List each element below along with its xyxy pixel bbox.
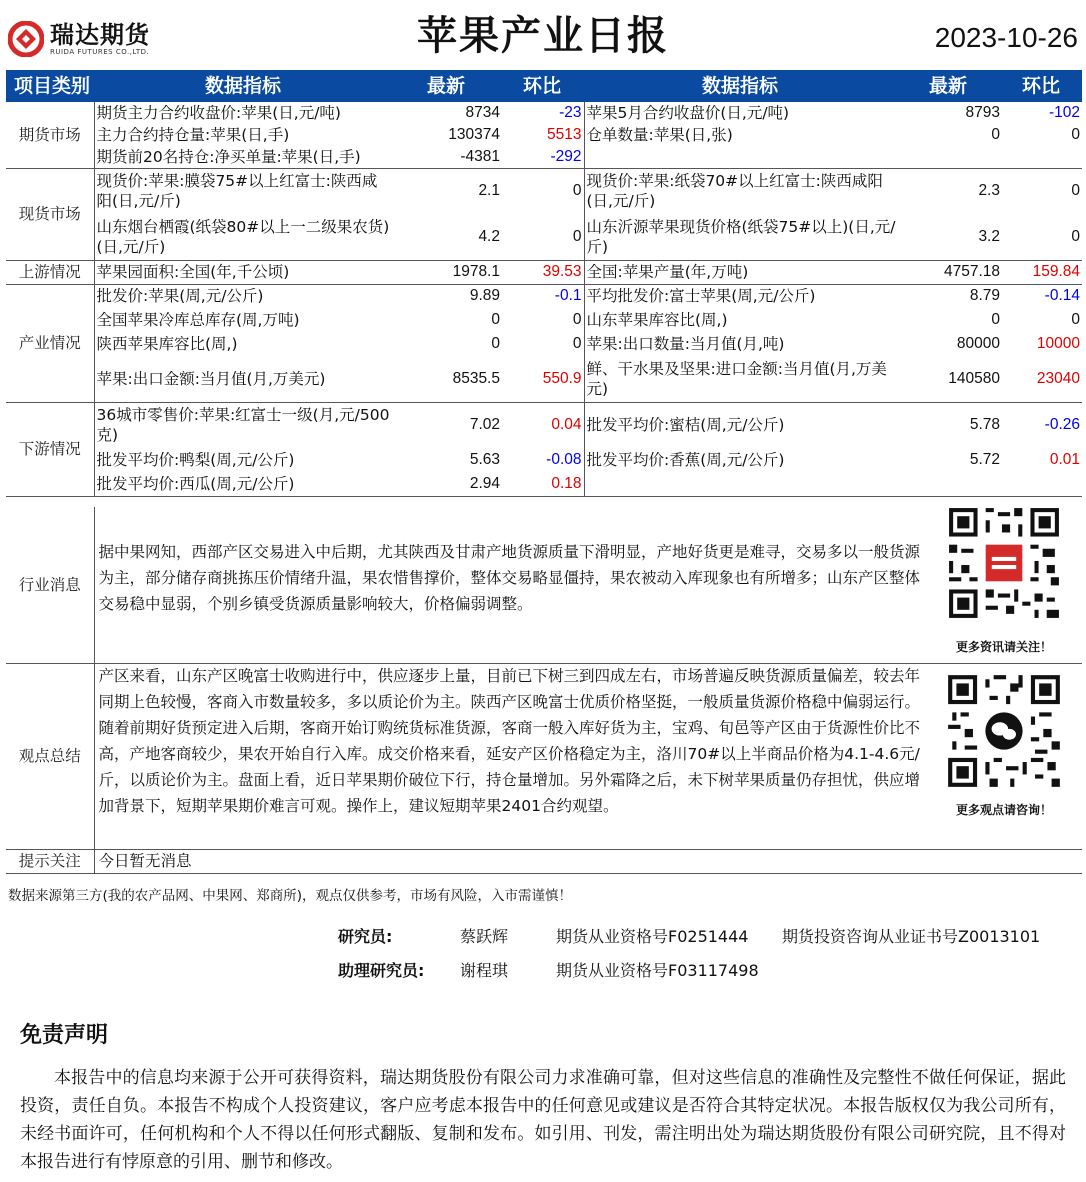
researcher-cert2: 期货投资咨询从业证书号Z0013101 [782, 927, 1041, 946]
latest-left-cell: 2.1 [478, 182, 500, 200]
indicator-left-cell: 苹果园面积:全国(年,千公顷) [94, 260, 392, 284]
latest-right-cell: 2.3 [978, 182, 1000, 200]
latest-right-cell [896, 146, 1002, 168]
page-title: 苹果产业日报 [417, 13, 669, 59]
change-right-cell: 23040 [1002, 356, 1082, 402]
indicator-right-cell: 山东苹果库容比(周,) [586, 311, 728, 329]
summary-table [6, 663, 1082, 874]
table-row [6, 124, 1082, 146]
researcher-name: 蔡跃辉 [460, 927, 509, 946]
table-row [6, 356, 1082, 402]
summary-qr-block [926, 663, 1082, 849]
header-change-right: 环比 [1002, 70, 1082, 102]
header-indicator-left: 数据指标 [94, 70, 392, 102]
category-cell: 上游情况 [6, 260, 94, 284]
header-latest-right: 最新 [896, 70, 1002, 102]
latest-right-cell: 4757.18 [896, 260, 1002, 284]
category-cell: 期货市场 [6, 102, 94, 168]
latest-right-cell: 80000 [956, 335, 1000, 352]
indicator-right-cell: 批发平均价:蜜桔(周,元/公斤) [586, 416, 785, 435]
disclaimer-text: 本报告中的信息均来源于公开可获得资料，瑞达期货股份有限公司力求准确可靠，但对这些信息的准确性及完整性不做任何保证，据此投资，责任自负。本报告不构成个人投资建议，客户应考虑本报告中的任何意见或建议是否符合其特定状况。本报告版权仅为我公司所有，未经书面许可，任何机构和个人不得以任何形式翻版、复制和发布。如引用、刊发，需注明出处为瑞达期货股份有限公司研究院，且不得对本报告进行有悖原意的引用、删节和修改。 [20, 1068, 1066, 1172]
latest-left-cell: 7.02 [469, 416, 500, 434]
indicator-left-cell: 主力合约持仓量:苹果(日,手) [96, 126, 290, 144]
indicator-right-cell: 苹果5月合约收盘价(日,元/吨) [586, 104, 790, 122]
notice-text: 今日暂无消息 [98, 852, 192, 870]
logo-cn-text: 瑞达期货 [50, 20, 150, 49]
indicator-right-cell: 山东沂源苹果现货价格(纸袋75#以上)(日,元/斤) [584, 214, 896, 260]
change-left-cell: -292 [502, 146, 584, 168]
researcher-label: 研究员: [338, 927, 393, 946]
data-source-note: 数据来源第三方(我的农产品网、中果网、郑商所)，观点仅供参考，市场有风险，入市需谨慎！ [8, 888, 573, 904]
indicator-left-cell: 期货主力合约收盘价:苹果(日,元/吨) [96, 104, 341, 122]
latest-right-cell: 5.78 [969, 416, 1000, 434]
indicator-right-cell: 仓单数量:苹果(日,张) [586, 126, 733, 144]
latest-right-cell: 3.2 [896, 214, 1002, 260]
researcher-cert: 期货从业资格号F0251444 [556, 927, 749, 946]
latest-left-cell: -4381 [392, 146, 502, 168]
indicator-left-cell: 批发平均价:西瓜(周,元/公斤) [94, 472, 392, 496]
change-right-cell: -0.14 [1044, 287, 1080, 305]
indicator-left-cell: 期货前20名持仓:净买单量:苹果(日,手) [94, 146, 392, 168]
change-right-cell: -0.26 [1044, 416, 1080, 434]
change-right-cell: 0 [1071, 311, 1080, 328]
table-header-row [6, 70, 1082, 102]
change-left-cell: 39.53 [502, 260, 584, 284]
indicator-right-cell: 全国:苹果产量(年,万吨) [584, 260, 896, 284]
latest-left-cell: 2.94 [392, 472, 502, 496]
header-category: 项目类别 [6, 70, 94, 102]
change-left-cell: 550.9 [502, 356, 584, 402]
latest-left-cell: 130374 [448, 126, 500, 143]
change-left-cell: 0.04 [502, 402, 584, 448]
latest-right-cell: 8793 [965, 104, 1000, 121]
latest-left-cell: 9.89 [469, 287, 500, 305]
latest-left-cell: 5.63 [469, 451, 500, 468]
indicator-left-cell: 苹果:出口金额:当月值(月,万美元) [94, 356, 392, 402]
latest-left-cell: 0 [491, 335, 500, 352]
summary-category: 观点总结 [6, 663, 94, 849]
category-cell: 产业情况 [6, 284, 94, 402]
data-table [6, 70, 1082, 497]
change-right-cell [1002, 146, 1082, 168]
table-row [6, 308, 1082, 332]
report-header [0, 0, 1086, 66]
table-row [6, 332, 1082, 356]
latest-right-cell: 5.72 [969, 451, 1000, 468]
change-right-cell: 0 [1071, 126, 1080, 143]
change-right-cell: 0.01 [1049, 451, 1080, 468]
indicator-right-cell: 平均批发价:富士苹果(周,元/公斤) [586, 287, 816, 306]
change-left-cell: 5513 [502, 124, 584, 146]
change-right-cell [1002, 472, 1082, 496]
table-row [6, 102, 1082, 124]
news-table [6, 507, 1082, 664]
assistant-label: 助理研究员: [338, 961, 425, 980]
latest-left-cell: 4.2 [392, 214, 502, 260]
news-category: 行业消息 [6, 507, 94, 663]
change-right-cell: 0 [1002, 214, 1082, 260]
latest-right-cell [896, 472, 1002, 496]
news-qr-block [926, 507, 1082, 663]
change-left-cell: 0 [502, 214, 584, 260]
summary-qr-caption: 更多观点请咨询！ [955, 803, 1052, 817]
table-row [6, 448, 1082, 472]
table-row [6, 260, 1082, 284]
header-latest-left: 最新 [392, 70, 502, 102]
qr-code-icon [945, 510, 1063, 610]
change-left-cell: -23 [502, 102, 584, 124]
assistant-cert: 期货从业资格号F03117498 [556, 961, 759, 980]
notice-category: 提示关注 [6, 849, 94, 873]
indicator-left-cell: 山东烟台栖霞(纸袋80#以上一二级果农货)(日,元/斤) [94, 214, 392, 260]
indicator-left-cell: 全国苹果冷库总库存(周,万吨) [96, 311, 300, 329]
header-change-left: 环比 [502, 70, 584, 102]
logo-en-text: RUIDA FUTURES CO.,LTD. [50, 47, 150, 56]
indicator-right-cell [584, 472, 896, 496]
change-left-cell: 0 [502, 168, 584, 214]
table-row [6, 472, 1082, 496]
table-row [6, 214, 1082, 260]
indicator-left-cell: 陕西苹果库容比(周,) [96, 335, 238, 353]
news-qr-caption: 更多资讯请关注！ [955, 639, 1052, 654]
indicator-right-cell [584, 146, 896, 168]
news-text: 据中果网知，西部产区交易进入中后期，尤其陕西及甘肃产地货源质量下滑明显，产地好货更是难寻，交易多以一般货源为主，部分储存商挑拣压价情绪升温，果农惜售撑价，整体交易略显僵持，果农被动入库现象也有所增多；山东产区整体交易稳中显弱，个别乡镇受货源质量影响较大，价格偏弱调整。 [98, 543, 921, 613]
latest-left-cell: 1978.1 [392, 260, 502, 284]
latest-right-cell: 140580 [896, 356, 1002, 402]
category-cell: 下游情况 [6, 402, 94, 496]
indicator-left-cell: 批发平均价:鸭梨(周,元/公斤) [96, 451, 295, 469]
latest-left-cell: 8734 [465, 104, 500, 121]
change-right-cell: 10000 [1036, 335, 1080, 352]
indicator-right-cell: 鲜、干水果及坚果:进口金额:当月值(月,万美元) [584, 356, 896, 402]
table-row [6, 146, 1082, 168]
latest-right-cell: 0 [991, 311, 1000, 328]
change-right-cell: 0 [1071, 182, 1080, 200]
latest-left-cell: 0 [491, 311, 500, 328]
indicator-right-cell: 批发平均价:香蕉(周,元/公斤) [586, 451, 785, 469]
header-indicator-right: 数据指标 [584, 70, 896, 102]
category-cell: 现货市场 [6, 168, 94, 260]
latest-right-cell: 8.79 [969, 287, 1000, 305]
indicator-right-cell: 现货价:苹果:纸袋70#以上红富士:陕西咸阳(日,元/斤) [586, 172, 883, 211]
change-left-cell: 0.18 [502, 472, 584, 496]
table-row [6, 402, 1082, 448]
change-left-cell: 0 [502, 332, 584, 356]
indicator-left-cell: 批发价:苹果(周,元/公斤) [96, 287, 264, 306]
assistant-name: 谢程琪 [460, 961, 509, 980]
summary-text: 产区来看，山东产区晚富士收购进行中，供应逐步上量，目前已下树三到四成左右，市场普遍反映货源质量偏差，较去年同期上色较慢，客商入市数量较多，多以质论价为主。陕西产区晚富士优质价格坚挺，一般质量货源价格稳中偏弱运行。随着前期好货预定进入后期，客商开始订购统货标准货源，客商一般入库好货为主，宝鸡、旬邑等产区由于货源性价比不高，产地客商较少，果农开始自行入库。成交价格来看，延安产区价格稳定为主，洛川70#以上半商品价格为4.1-4.6元/斤，以质论价为主。盘面上看，近日苹果期价破位下行，持仓量增加。另外霜降之后，未下树苹果质量仍存担忧，供应增加背景下，短期苹果期价难言可观。操作上，建议短期苹果2401合约观望。 [98, 667, 921, 815]
wechat-qr-code-icon [944, 671, 1064, 791]
latest-right-cell: 0 [991, 126, 1000, 143]
report-date: 2023-10-26 [934, 22, 1078, 53]
change-left-cell: 0 [502, 308, 584, 332]
table-row [6, 168, 1082, 214]
indicator-right-cell: 苹果:出口数量:当月值(月,吨) [586, 335, 785, 353]
indicator-left-cell: 现货价:苹果:膜袋75#以上红富士:陕西咸阳(日,元/斤) [96, 172, 378, 211]
change-left-cell: -0.08 [502, 448, 584, 472]
table-row [6, 284, 1082, 308]
disclaimer-title: 免责声明 [20, 1023, 109, 1048]
change-right-cell: 159.84 [1002, 260, 1082, 284]
indicator-left-cell: 36城市零售价:苹果:红富士一级(月,元/500克) [96, 406, 390, 445]
latest-left-cell: 8535.5 [392, 356, 502, 402]
change-left-cell: -0.1 [502, 284, 584, 308]
change-right-cell: -102 [1048, 104, 1080, 121]
